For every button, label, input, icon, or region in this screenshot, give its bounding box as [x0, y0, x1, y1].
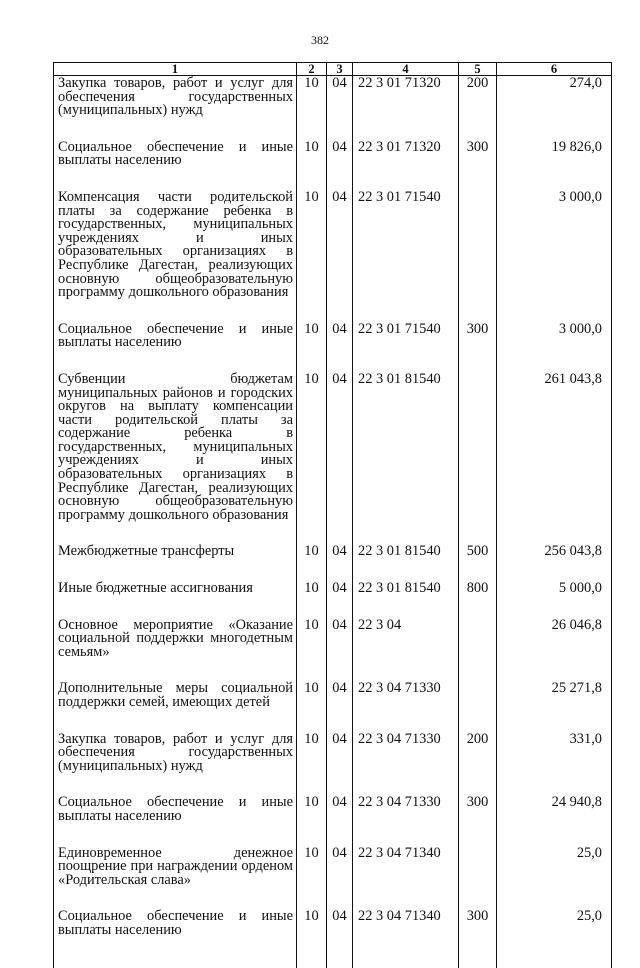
row-amount: 274,0 — [497, 76, 612, 140]
row-subsection: 04 — [327, 322, 353, 372]
row-description: Межбюджетные трансферты — [54, 544, 297, 581]
row-section: 10 — [297, 190, 327, 322]
row-expense-type: 200 — [459, 732, 497, 796]
header-row — [54, 63, 612, 76]
row-section: 10 — [297, 76, 327, 140]
table-row — [54, 544, 612, 581]
table-row — [54, 909, 612, 967]
row-section: 10 — [297, 795, 327, 845]
row-expense-type — [459, 190, 497, 322]
row-target-code: 22 3 04 71330 — [353, 795, 459, 845]
row-expense-type — [459, 372, 497, 545]
table-row — [54, 846, 612, 910]
row-amount: 24 940,8 — [497, 795, 612, 845]
row-target-code: 22 3 01 81540 — [353, 372, 459, 545]
table-row — [54, 322, 612, 372]
row-expense-type: 800 — [459, 581, 497, 618]
table-body — [54, 76, 612, 968]
column-header-5: 5 — [459, 63, 497, 76]
row-amount: 3 000,0 — [497, 322, 612, 372]
row-amount: 25 271,8 — [497, 681, 612, 731]
table-row — [54, 190, 612, 322]
row-section: 10 — [297, 909, 327, 967]
column-header-6: 6 — [497, 63, 612, 76]
row-description: Закупка товаров, работ и услуг для обеспечения государственных (муниципальных) нужд — [54, 732, 297, 796]
row-target-code: 22 3 01 71540 — [353, 190, 459, 322]
budget-table-container — [53, 61, 611, 938]
row-target-code: 22 3 04 71330 — [353, 681, 459, 731]
row-description: Закупка товаров, работ и услуг для обеспечения государственных (муниципальных) нужд — [54, 76, 297, 140]
row-target-code: 22 3 01 81540 — [353, 544, 459, 581]
row-amount: 3 000,0 — [497, 190, 612, 322]
row-expense-type: 300 — [459, 322, 497, 372]
row-target-code: 22 3 04 71340 — [353, 846, 459, 910]
column-header-1: 1 — [54, 63, 297, 76]
row-target-code: 22 3 04 71330 — [353, 732, 459, 796]
table-row — [54, 76, 612, 140]
row-section: 10 — [297, 581, 327, 618]
row-subsection: 04 — [327, 846, 353, 910]
row-subsection: 04 — [327, 732, 353, 796]
table-row — [54, 618, 612, 682]
row-expense-type — [459, 681, 497, 731]
row-amount: 256 043,8 — [497, 544, 612, 581]
row-amount: 25,0 — [497, 909, 612, 967]
row-target-code: 22 3 04 71340 — [353, 909, 459, 967]
row-section: 10 — [297, 140, 327, 190]
row-description: Социальное обеспечение и иные выплаты населению — [54, 909, 297, 967]
row-subsection: 04 — [327, 76, 353, 140]
row-subsection: 04 — [327, 190, 353, 322]
table-row — [54, 140, 612, 190]
row-target-code: 22 3 01 81540 — [353, 581, 459, 618]
row-description: Социальное обеспечение и иные выплаты населению — [54, 140, 297, 190]
row-amount: 26 046,8 — [497, 618, 612, 682]
row-amount: 331,0 — [497, 732, 612, 796]
row-expense-type — [459, 846, 497, 910]
row-amount: 261 043,8 — [497, 372, 612, 545]
column-header-3: 3 — [327, 63, 353, 76]
row-amount: 25,0 — [497, 846, 612, 910]
row-description: Дополнительные меры социальной поддержки семей, имеющих детей — [54, 681, 297, 731]
page-number: 382 — [311, 33, 329, 47]
row-description: Социальное обеспечение и иные выплаты населению — [54, 322, 297, 372]
table-row — [54, 795, 612, 845]
row-section: 10 — [297, 732, 327, 796]
row-expense-type: 200 — [459, 76, 497, 140]
table-row — [54, 681, 612, 731]
row-section: 10 — [297, 681, 327, 731]
row-target-code: 22 3 01 71320 — [353, 140, 459, 190]
row-subsection: 04 — [327, 140, 353, 190]
row-section: 10 — [297, 372, 327, 545]
row-expense-type: 500 — [459, 544, 497, 581]
row-subsection: 04 — [327, 372, 353, 545]
table-row — [54, 581, 612, 618]
row-subsection: 04 — [327, 581, 353, 618]
row-amount: 5 000,0 — [497, 581, 612, 618]
row-subsection: 04 — [327, 909, 353, 967]
row-section: 10 — [297, 544, 327, 581]
row-description: Единовременное денежное поощрение при награждении орденом «Родительская слава» — [54, 846, 297, 910]
table-row — [54, 732, 612, 796]
row-description: Социальное обеспечение и иные выплаты населению — [54, 795, 297, 845]
row-subsection: 04 — [327, 618, 353, 682]
table-row — [54, 372, 612, 545]
row-expense-type: 300 — [459, 795, 497, 845]
row-subsection: 04 — [327, 795, 353, 845]
row-target-code: 22 3 04 — [353, 618, 459, 682]
row-section: 10 — [297, 846, 327, 910]
column-header-4: 4 — [353, 63, 459, 76]
row-description: Компенсация части родительской платы за содержание ребенка в государственных, муниципальных учреждениях и иных образовательных организациях в Республике Дагестан, реализующих основную общеобразовательную программу дошкольного образования — [54, 190, 297, 322]
row-amount: 19 826,0 — [497, 140, 612, 190]
column-header-2: 2 — [297, 63, 327, 76]
row-expense-type — [459, 618, 497, 682]
row-target-code: 22 3 01 71540 — [353, 322, 459, 372]
row-subsection: 04 — [327, 681, 353, 731]
row-description: Субвенции бюджетам муниципальных районов и городских округов на выплату компенсации части родительской платы за содержание ребенка в государственных, муниципальных учреждениях и иных образовательных организациях в Республике Дагестан, реализующих основную общеобразовательную программу дошкольного образования — [54, 372, 297, 545]
budget-table — [53, 62, 612, 968]
row-subsection: 04 — [327, 544, 353, 581]
row-expense-type: 300 — [459, 909, 497, 967]
row-expense-type: 300 — [459, 140, 497, 190]
row-description: Основное мероприятие «Оказание социальной поддержки многодетным семьям» — [54, 618, 297, 682]
row-target-code: 22 3 01 71320 — [353, 76, 459, 140]
row-section: 10 — [297, 322, 327, 372]
row-section: 10 — [297, 618, 327, 682]
row-description: Иные бюджетные ассигнования — [54, 581, 297, 618]
